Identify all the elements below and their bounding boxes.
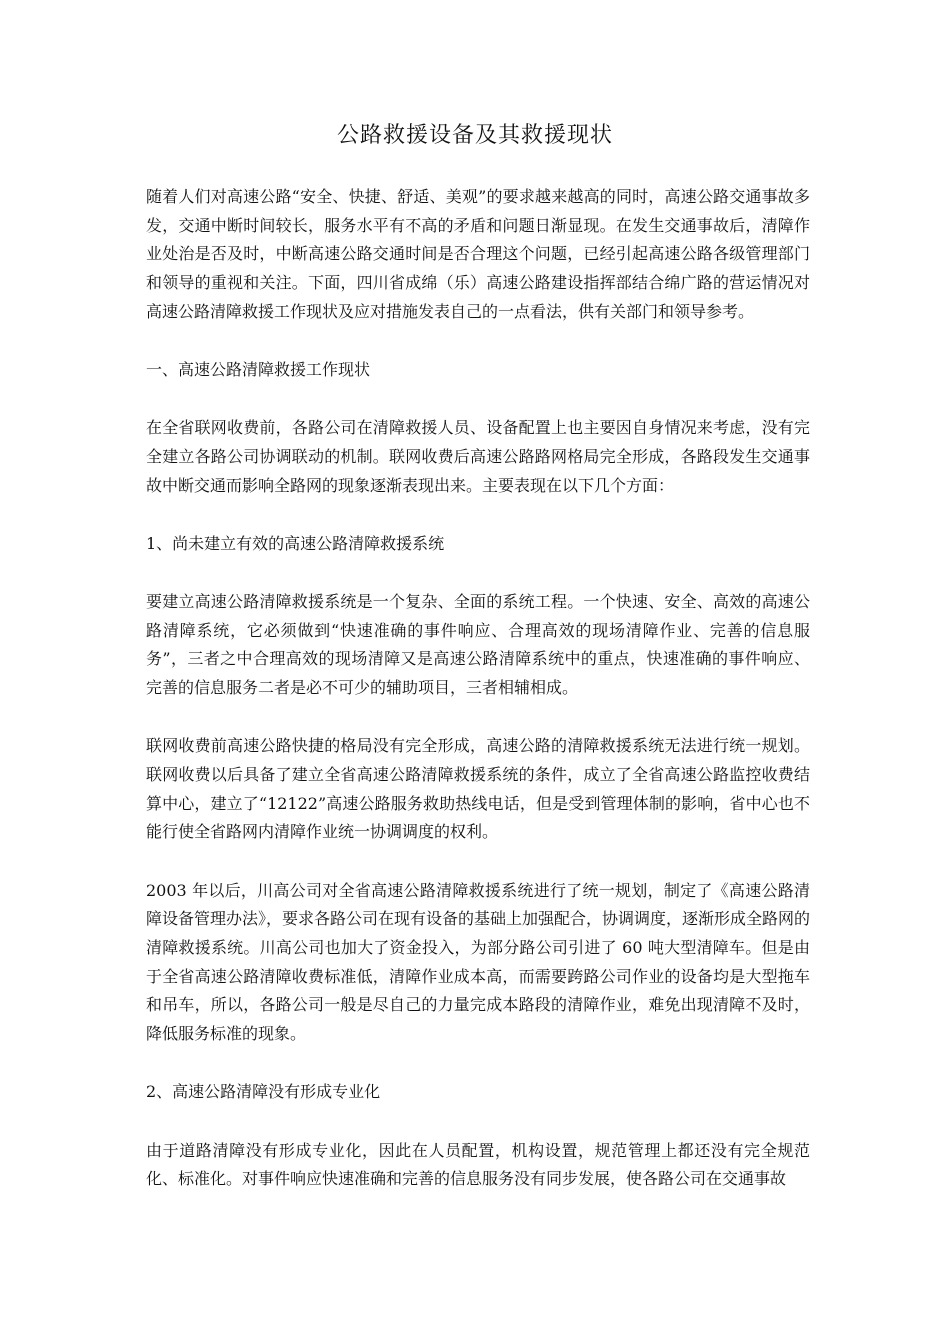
paragraph-gap bbox=[146, 327, 810, 357]
paragraph-gap bbox=[146, 847, 810, 877]
paragraph-gap bbox=[146, 385, 810, 415]
paragraph-gap bbox=[146, 703, 810, 733]
paragraph-before-network: 联网收费前高速公路快捷的格局没有完全形成，高速公路的清障救援系统无法进行统一规划。联网收费以后具备了建立全省高速公路清障救援系统的条件，成立了全省高速公路监控收费结算中心，建立了“12122”高速公路服务救助热线电话，但是受到管理体制的影响，省中心也不能行使全省路网内清障作业统一协调调度的权利。 bbox=[146, 736, 810, 842]
paragraph-intro: 随着人们对高速公路“安全、快捷、舒适、美观”的要求越来越高的同时，高速公路交通事故多发，交通中断时间较长，服务水平有不高的矛盾和问题日渐显现。在发生交通事故后，清障作业处治是否及时，中断高速公路交通时间是否合理这个问题，已经引起高速公路各级管理部门和领导的重视和关注。下面，四川省成绵（乐）高速公路建设指挥部结合绵广路的营运情况对高速公路清障救援工作现状及应对措施发表自己的一点看法，供有关部门和领导参考。 bbox=[146, 187, 810, 321]
paragraph-gap bbox=[146, 500, 810, 530]
paragraph-specialization: 由于道路清障没有形成专业化，因此在人员配置，机构设置，规范管理上都还没有完全规范化、标准化。对事件响应快速准确和完善的信息服务没有同步发展，使各路公司在交通事故 bbox=[146, 1140, 810, 1189]
paragraph-gap bbox=[146, 559, 810, 589]
paragraph-gap bbox=[146, 1049, 810, 1079]
subsection-heading-2: 2、高速公路清障没有形成专业化 bbox=[146, 1082, 381, 1102]
document-body bbox=[146, 183, 810, 1194]
subsection-heading-1: 1、尚未建立有效的高速公路清障救援系统 bbox=[146, 533, 445, 553]
document-title: 公路救援设备及其救援现状 bbox=[336, 123, 613, 148]
section-heading-1: 一、高速公路清障救援工作现状 bbox=[146, 360, 371, 380]
paragraph-2003: 2003 年以后，川高公司对全省高速公路清障救援系统进行了统一规划，制定了《高速公路清障设备管理办法》，要求各路公司在现有设备的基础上加强配合，协调调度，逐渐形成全路网的清障救援系统。川高公司也加大了资金投入，为部分路公司引进了 60 吨大型清障车。但是由于全省高速公路清障收费标准低，清障作业成本高，而需要跨路公司作业的设备均是大型拖车和吊车，所以，各路公司一般是尽自己的力量完成本路段的清障作业，难免出现清障不及时，降低服务标准的现象。 bbox=[146, 880, 811, 1044]
paragraph-gap bbox=[146, 1107, 810, 1137]
paragraph-network-charging: 在全省联网收费前，各路公司在清障救援人员、设备配置上也主要因自身情况来考虑，没有完全建立各路公司协调联动的机制。联网收费后高速公路路网格局完全形成，各路段发生交通事故中断交通而影响全路网的现象逐渐表现出来。主要表现在以下几个方面： bbox=[146, 418, 810, 495]
paragraph-rescue-system: 要建立高速公路清障救援系统是一个复杂、全面的系统工程。一个快速、安全、高效的高速公路清障系统，它必须做到“快速准确的事件响应、合理高效的现场清障作业、完善的信息服务”，三者之中合理高效的现场清障又是高速公路清障系统中的重点，快速准确的事件响应、完善的信息服务二者是必不可少的辅助项目，三者相辅相成。 bbox=[146, 592, 810, 698]
